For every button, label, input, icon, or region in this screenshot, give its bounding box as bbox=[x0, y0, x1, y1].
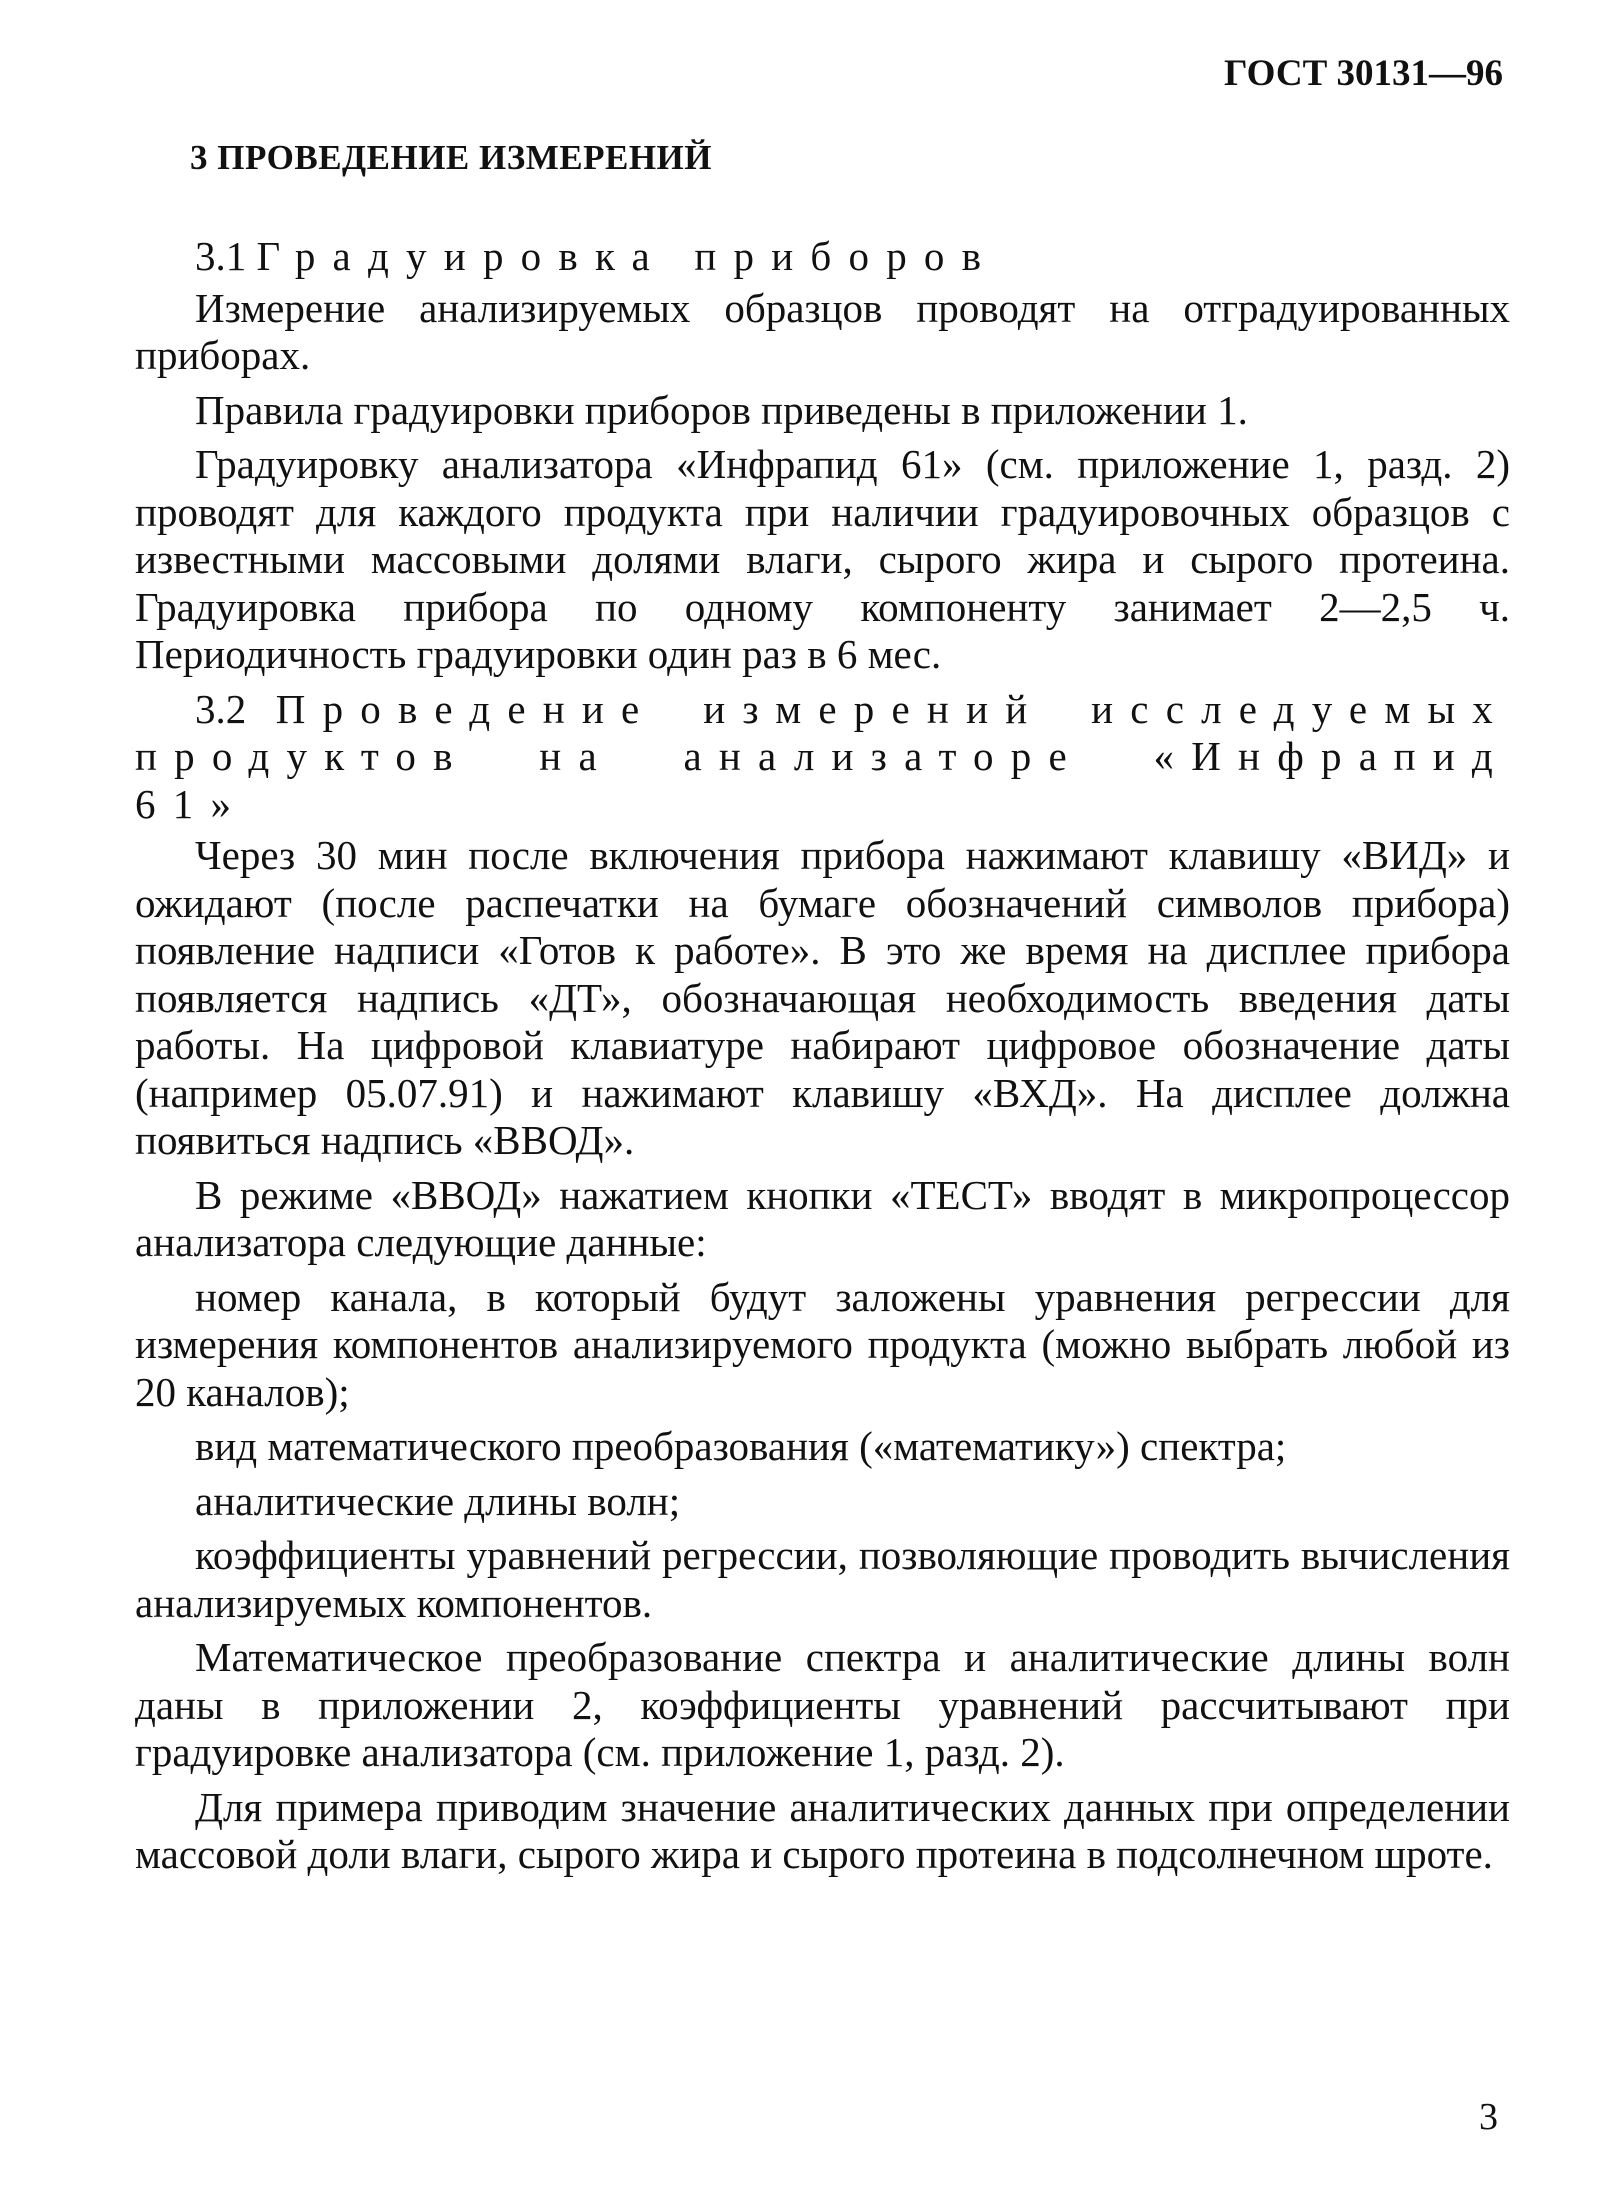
paragraph-3-2-8: Для примера приводим значение аналитических данных при определении массовой доли влаги, сырого жира и сырого протеина в подсолнечном шроте. bbox=[135, 1783, 1510, 1877]
clause-3-2-heading bbox=[135, 686, 1510, 829]
paragraph-3-2-4: вид математического преобразования («математику») спектра; bbox=[195, 1423, 1287, 1469]
paragraph-3-2-3: номер канала, в который будут заложены уравнения регрессии для измерения компонентов анализируемого продукта (можно выбрать любой из 20 каналов); bbox=[135, 1273, 1510, 1415]
clause-3-2-number: 3.2 bbox=[195, 685, 247, 732]
section-title: 3 ПРОВЕДЕНИЕ ИЗМЕРЕНИЙ bbox=[190, 138, 713, 177]
paragraph-3-2-2: В режиме «ВВОД» нажатием кнопки «ТЕСТ» вводят в микропроцессор анализатора следующие данные: bbox=[135, 1171, 1510, 1265]
paragraph-3-1-1: Измерение анализируемых образцов проводят на отградуированных приборах. bbox=[135, 284, 1510, 378]
paragraph-3-1-3: Градуировку анализатора «Инфрапид 61» (см. приложение 1, разд. 2) проводят для каждого продукта при наличии градуировочных образцов с известными массовыми долями влаги, сырого жира и сырого протеина. Градуировка прибора по одному компоненту занимает 2—2,5 ч. Периодичность градуировки один раз в 6 мес. bbox=[135, 441, 1510, 677]
paragraph-3-2-1: Через 30 мин после включения прибора нажимают клавишу «ВИД» и ожидают (после распечатки на бумаге обозначений символов прибора) появление надписи «Готов к работе». В это же время на дисплее прибора появляется надпись «ДТ», обозначающая необходимость введения даты работы. На цифровой клавиатуре набирают цифровое обозначение даты (например 05.07.91) и нажимают клавишу «ВХД». На дисплее должна появиться надпись «ВВОД». bbox=[135, 832, 1510, 1163]
body-text bbox=[135, 233, 1510, 1886]
paragraph-3-2-7: Математическое преобразование спектра и аналитические длины волн даны в приложении 2, коэффициенты уравнений рассчитывают при градуировке анализатора (см. приложение 1, разд. 2). bbox=[135, 1634, 1510, 1775]
document-code: ГОСТ 30131—96 bbox=[1224, 53, 1503, 94]
page-number: 3 bbox=[1479, 2096, 1498, 2138]
clause-3-2-title: Проведение измерений исследуемых продуктов на анализаторе «Инфрапид 61» bbox=[135, 685, 1510, 827]
clause-3-1-title: Градуировка приборов bbox=[256, 233, 999, 279]
paragraph-3-2-6: коэффициенты уравнений регрессии, позволяющие проводить вычисления анализируемых компонентов. bbox=[135, 1532, 1510, 1626]
paragraph-3-2-5: аналитические длины волн; bbox=[195, 1477, 681, 1524]
clause-3-1-number: 3.1 bbox=[195, 233, 247, 279]
clause-3-1-heading bbox=[135, 233, 1510, 281]
paragraph-3-1-2: Правила градуировки приборов приведены в приложении 1. bbox=[195, 386, 1248, 433]
